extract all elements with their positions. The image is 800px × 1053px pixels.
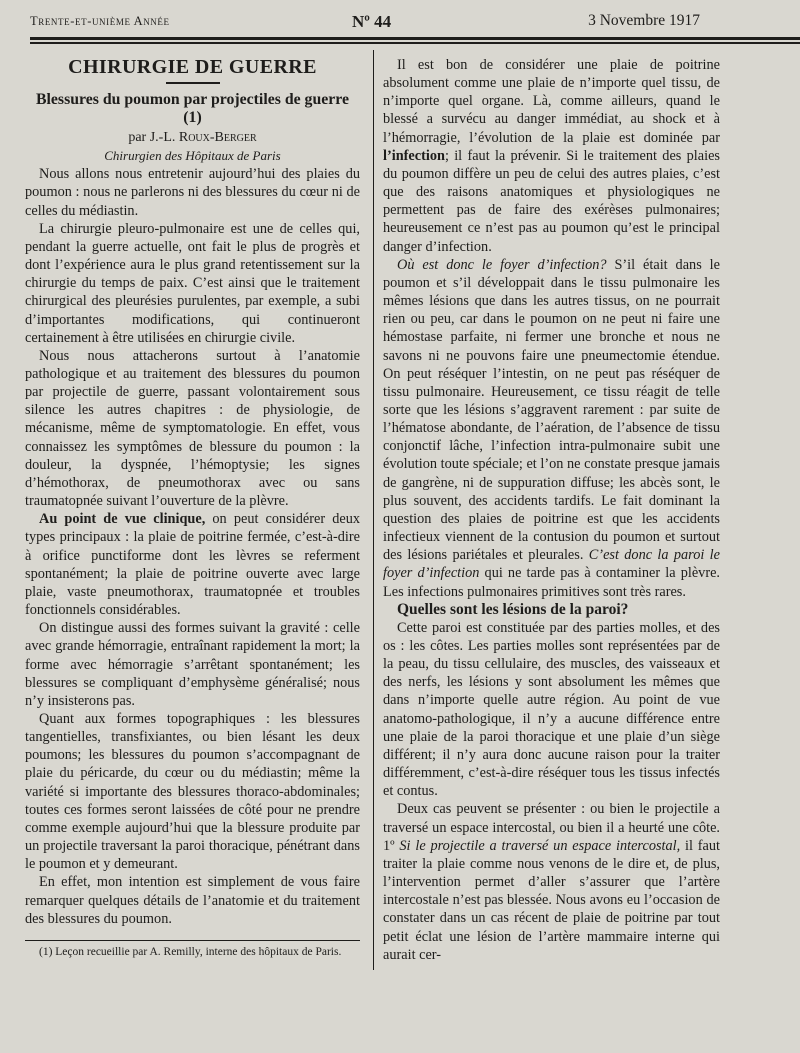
infection-emphasis: l’infection [383,147,445,164]
italic-question: Où est donc le foyer d’infection? [397,256,607,273]
header-thin-rule [30,42,800,44]
paragraph: En effet, mon intention est simplement de vous faire remarquer quelques détails de l’anatomie et du traitement des blessures du poumon. [25,874,360,927]
author-role: Chirurgien des Hôpitaux de Paris [104,148,281,164]
title-rule [166,82,220,84]
paragraph [383,800,720,963]
clinical-lead: Au point de vue clinique, [39,511,206,528]
section-title: CHIRURGIE DE GUERRE [68,56,317,78]
footnote: (1) Leçon recueillie par A. Remilly, interne des hôpitaux de Paris. [39,945,342,958]
italic-case: Si le projectile a traversé un espace intercostal, [399,837,681,854]
paragraph [383,256,720,601]
page-header [30,12,780,34]
footnote-rule [25,940,360,941]
text-run: Il est bon de considérer une plaie de poitrine absolument comme une plaie de n’importe quel tissu, de n’importe quel organe. Là, comme ailleurs, quand le blessé a survécu au danger immédiat, au shock et à l’hémorragie, l’évolution de la plaie est dominée par [383,57,720,146]
text-run: il faut traiter la plaie comme nous venons de le dire et, de plus, l’intervention permet d’aller s’assurer que l’artère intercostale n’est pas blessée. Nous avons eu l’occasion de constater dans un cas récent de plaie de poitrine par tout petit éclat une lésion de l’artère mammaire interne qui aurait cer- [383,837,721,963]
volume-label: Trente-et-unième Année [30,14,170,28]
paragraph: Cette paroi est constituée par des parties molles, et des os : les côtes. Les parties molles sont représentées par de la peau, du tissu cellulaire, des muscles, des vaisseaux et des nerfs, les lésions y sont absolument les mêmes que dans n’importe quelle autre région. Au point de vue anatomo-pathologique, il n’y a aucune différence entre une plaie de la paroi thoracique et une plaie d’un siège différent; il n’y aura donc aucune raison pour la traiter différemment, c’est-à-dire réséquer tous les tissus infectés et contus. [383,619,720,800]
subheading: Quelles sont les lésions de la paroi? [397,600,629,618]
text-run: ; il faut la prévenir. Si le traitement des plaies du poumon diffère un peu de celui des autres plaies, c’est que des raisons anatomiques et physiologiques ne permettent pas de faire des exérèses pulmonaires; heureusement ce n’est pas au poumon qu’est le principal danger d’infection. [383,147,720,255]
italic-statement: C’est donc la paroi le foyer d’infection [383,547,720,582]
paragraph: Quant aux formes topographiques : les blessures tangentielles, transfixiantes, ou bien lésant les deux poumons; les blessures du poumon s’accompagnant de plaie du péricarde, du cœur ou du médiastin; même la variété si importante des blessures thoraco-abdominales; toutes ces formes seront laissées de côté pour ne prendre comme exemple aujourd’hui que la blessure produite par un projectile traversant la paroi thoracique, pénétrant dans le poumon et y demeurant. [25,710,360,873]
column-divider [373,50,374,970]
issue-number: Nº 44 [352,12,392,31]
author-line [25,129,360,147]
right-column [383,56,720,964]
author-name: Roux-Berger [178,129,257,145]
text-run: Deux cas peuvent se présenter : ou bien le projectile a traversé un espace intercostal, ou bien il a heurté une côte. 1º [383,801,720,854]
article-title: Blessures du poumon par projectiles de guerre (1) [35,90,350,126]
paragraph: Nous allons nous entretenir aujourd’hui des plaies du poumon : nous ne parlerons ni des blessures du cœur ni de celles du médiastin. [25,166,360,219]
text-run: qui ne tarde pas à contaminer la plèvre. Les infections pulmonaires primitives sont très rares. [383,565,720,600]
paragraph: On distingue aussi des formes suivant la gravité : celle avec grande hémorragie, entraînant rapidement la mort; la forme avec hémorragie s’arrêtant spontanément; les blessures se compliquant d’emphysème généralisé; nous n’y insisterons pas. [25,620,360,709]
header-thick-rule [30,37,800,40]
issue-date: 3 Novembre 1917 [588,12,700,29]
left-column [25,56,360,960]
clinical-text: on peut considérer deux types principaux : la plaie de poitrine fermée, c’est-à-dire à orifice punctiforme dont les lèvres se referment spontanément; la plaie de poitrine ouverte avec large plaie, vaste pneumothorax, traumatopnée et troubles fonctionnels considérables. [25,511,360,619]
paragraph [383,56,720,256]
text-run: S’il était dans le poumon et s’il développait dans le tissu pulmonaire les mêmes lésions que dans les autres tissus, on ne pourrait rien ou peu, car dans le poumon on ne peut ni faire une hémostase parfaite, ni fermer une bronche et nous ne savons ni ne pouvons faire une pneumectomie étendue. On peut réséquer l’intestin, on ne peut pas réséquer de tissu pulmonaire. Heureusement, ce tissu réagit de telle sorte que les lésions s’aggravent rarement : par suite de l’hématose abondante, de l’aération, de l’absence de tissu conjonctif lâche, l’infection intra-pulmonaire subit une évolution toute spéciale; et l’on ne constate presque jamais de gangrène, ni de suppuration diffuse; les abcès sont, le plus souvent, des accidents tardifs. Le fait dominant la question des plaies de poitrine est que les accidents infectieux viennent de la contusion du poumon et surtout des lésions pariétales et pleurales. [383,256,720,564]
paragraph: La chirurgie pleuro-pulmonaire est une de celles qui, pendant la guerre actuelle, ont fait le plus de progrès et dont l’expérience aura le plus grand retentissement sur la chirurgie du temps de paix. C’est ainsi que le traitement chirurgical des pleurésies purulentes, par exemple, a subi d’importantes modifications, qui continueront certainement à être utilisées en chirurgie civile. [25,220,360,346]
paragraph: Nous nous attacherons surtout à l’anatomie pathologique et au traitement des blessures du poumon par projectile de guerre, passant volontairement sous silence les autres chapitres : de physiologie, de mécanisme, même de symptomatologie. En effet, vous connaissez les symptômes de blessure du poumon : la douleur, la dyspnée, l’hémoptysie; les signes d’hémothorax, de pneumothorax avec ou sans traumatopnée suivant l’ouverture de la plèvre. [25,347,360,510]
paragraph [25,510,360,619]
author-prefix: par J.-L. [128,129,179,145]
